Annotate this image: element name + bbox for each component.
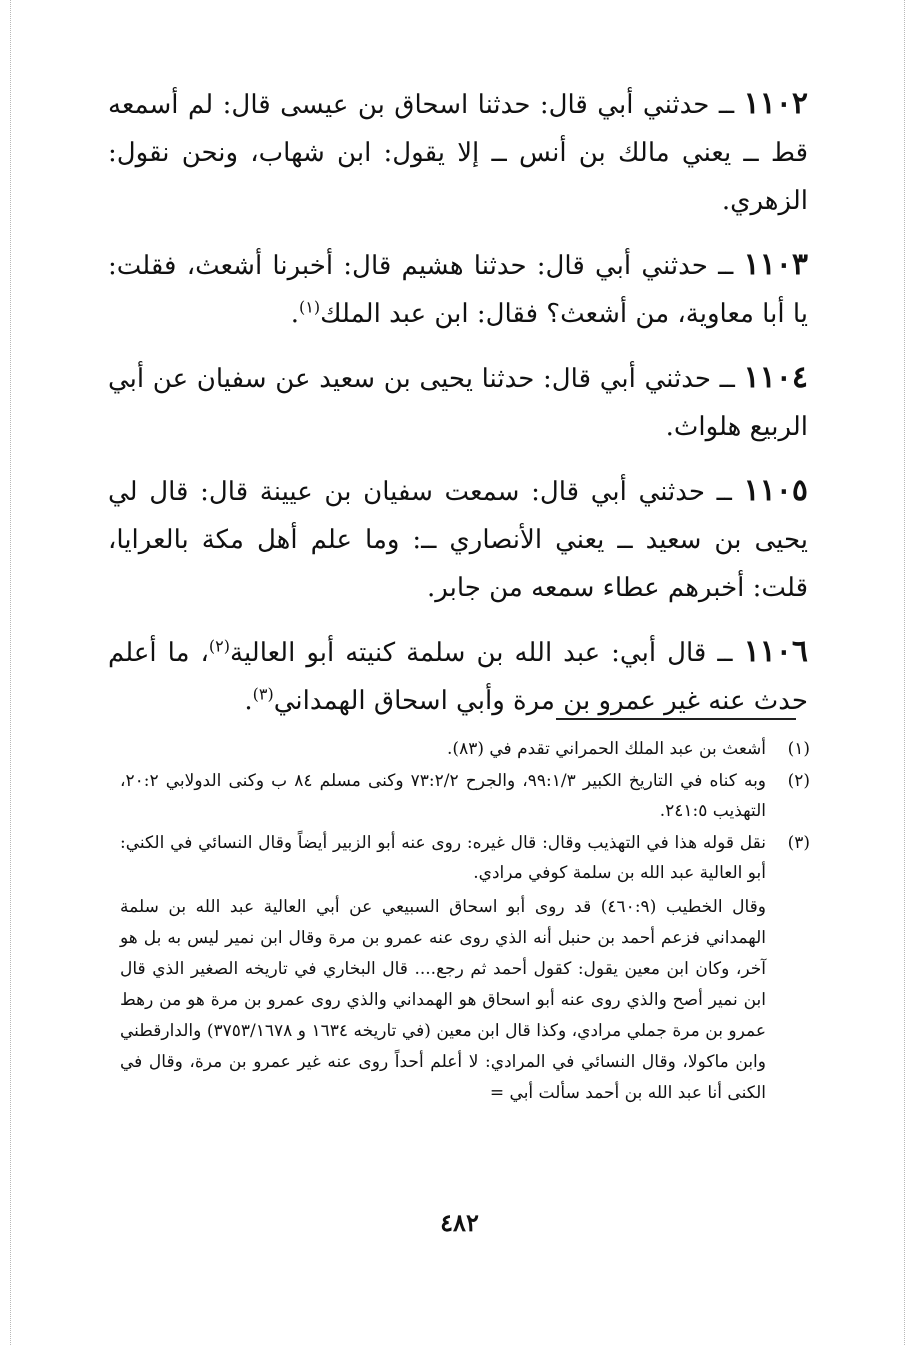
footnote-text: أشعث بن عبد الملك الحمراني تقدم في (٨٣). <box>447 739 766 759</box>
entry-number: ١١٠٦ <box>743 634 809 669</box>
hadith-entry-1105 <box>108 467 808 612</box>
entry-text: ــ حدثني أبي قال: سمعت سفيان بن عيينة قال: قال لي يحيى بن سعيد ــ يعني الأنصاري ــ: وما علم أهل مكة بالعرايا، قلت: أخبرهم عطاء سمعه من جابر. <box>108 477 808 603</box>
entry-number: ١١٠٥ <box>743 473 808 508</box>
entry-tail: . <box>244 686 253 716</box>
footnote-number: (٢) <box>787 771 810 791</box>
footnote-3 <box>120 828 810 1109</box>
entry-number: ١١٠٤ <box>743 360 808 395</box>
entry-text: ــ قال أبي: عبد الله بن سلمة كنيته أبو العالية <box>230 638 744 668</box>
footnote-separator <box>556 718 796 720</box>
footnote-text: نقل قوله هذا في التهذيب وقال: قال غيره: روى عنه أبو الزبير أيضاً وقال النسائي في الكني: أبو العالية عبد الله بن سلمة كوفي مرادي. <box>120 833 766 883</box>
footnote-text: وبه كناه في التاريخ الكبير ٩٩:١/٣، والجرح ٧٣:٢/٢ وكنى مسلم ٨٤ ب وكنى الدولابي ٢٠:٢، التهذيب ٢٤١:٥. <box>120 771 767 821</box>
hadith-entry-1104 <box>108 354 808 451</box>
main-text <box>108 80 808 741</box>
footnote-ref: (٢) <box>208 636 230 656</box>
footnote-number: (٣) <box>787 833 810 853</box>
scan-edge-left <box>10 0 11 1345</box>
footnote-continuation: وقال الخطيب (٤٦٠:٩) قد روى أبو اسحاق السبيعي عن أبي العالية عبد الله بن سلمة الهمداني فزعم أحمد بن حنبل أنه الذي روى عنه عمرو بن مرة وقال ابن نمير ليس به بل هو آخر، وكان ابن معين يقول: كقول أحمد ثم رجع.... قال البخاري في تاريخه الصغير الذي قال ابن نمير أصح والذي روى عنه أبو اسحاق هو الهمداني والذي روى عمرو بن مرة هو من رهط عمرو بن مرة جملي مرادي، وكذا قال ابن معين (في تاريخه ١٦٣٤ و ٣٧٥٣/١٦٧٨) والدارقطني وابن ماكولا، وقال النسائي في المرادي: لا أعلم أحداً روى عنه غير عمرو بن مرة، وقال في الكنى أنا عبد الله بن أحمد سألت أبي = <box>120 897 767 1103</box>
footnote-1 <box>120 734 810 764</box>
entry-text: ــ حدثني أبي قال: حدثنا هشيم قال: أخبرنا أشعث، فقلت: يا أبا معاوية، من أشعث؟ فقال: ابن عبد الملك <box>108 251 808 329</box>
entry-text: ــ حدثني أبي قال: حدثنا اسحاق بن عيسى قال: لم أسمعه قط ــ يعني مالك بن أنس ــ إلا يقول: ابن شهاب، ونحن نقول: الزهري. <box>108 90 808 216</box>
hadith-entry-1102 <box>108 80 808 225</box>
footnote-ref: (١) <box>299 297 321 317</box>
hadith-entry-1106 <box>108 628 808 725</box>
entry-tail: . <box>290 299 300 329</box>
entry-text: ــ حدثني أبي قال: حدثنا يحيى بن سعيد عن سفيان عن أبي الربيع هلواث. <box>108 364 808 442</box>
hadith-entry-1103 <box>108 241 808 338</box>
footnote-number: (١) <box>787 739 810 759</box>
entry-text-continued: ، ما أعلم حدث عنه غير عمرو بن مرة وأبي اسحاق الهمداني <box>108 638 808 716</box>
page-number: ٤٨٢ <box>440 1208 479 1237</box>
footnote-body <box>120 828 766 1109</box>
footnotes <box>120 734 810 1111</box>
entry-number: ١١٠٣ <box>743 247 808 282</box>
footnote-ref: (٣) <box>252 684 274 704</box>
scan-edge-right <box>904 0 905 1345</box>
entry-number: ١١٠٢ <box>743 86 808 121</box>
footnote-2 <box>120 766 810 826</box>
